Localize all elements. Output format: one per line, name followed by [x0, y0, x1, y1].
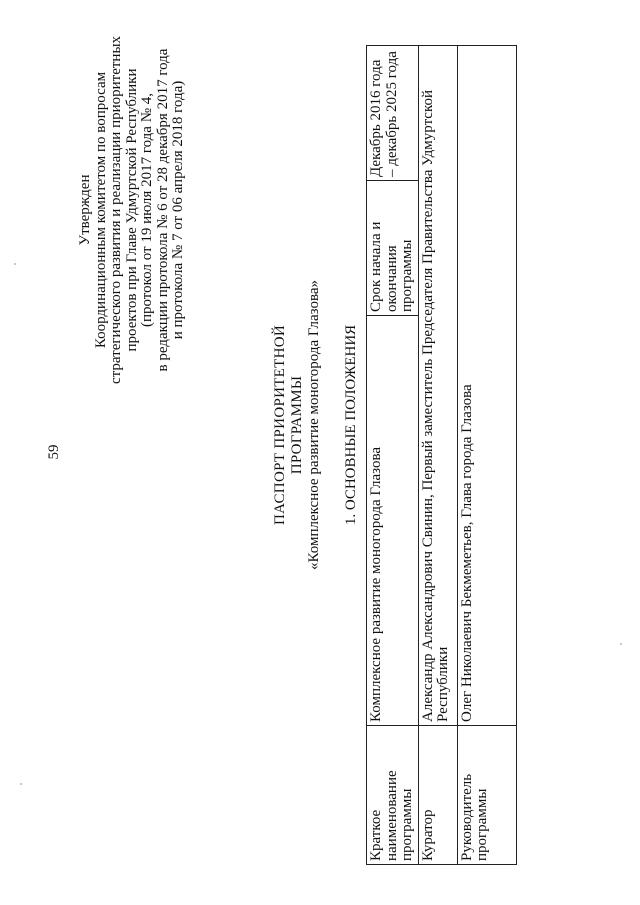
row-value-term: Декабрь 2016 года – декабрь 2025 года — [367, 46, 419, 181]
section-title: 1. ОСНОВНЫЕ ПОЛОЖЕНИЯ — [343, 324, 359, 526]
page-number: 59 — [46, 444, 62, 460]
passport-subtitle: «Комплексное развитие моногорода Глазова» — [306, 280, 322, 570]
row-label-term: Срок начала и окончания программы — [367, 181, 419, 316]
row-label-curator: Куратор — [418, 726, 457, 865]
scan-speck — [14, 263, 16, 265]
approval-line: стратегического развития и реализации приоритетных — [108, 35, 124, 385]
row-value-head: Олег Николаевич Бекмеметьев, Глава города Глазова — [457, 46, 516, 726]
approval-line: и протокола № 7 от 06 апреля 2018 года) — [170, 80, 186, 340]
scan-speck — [620, 643, 622, 645]
basic-provisions-table — [366, 45, 517, 865]
row-value-curator: Александр Александрович Свинин, Первый заместитель Председателя Правительства Удмуртской Республики — [418, 46, 457, 726]
row-label-head: Руководитель программы — [457, 726, 516, 865]
row-value-short-name: Комплексное развитие моногорода Глазова — [367, 316, 419, 726]
approval-line: Координационным комитетом по вопросам — [92, 71, 109, 349]
approval-stamp — [78, 15, 187, 405]
table-row — [457, 46, 516, 865]
approval-line: проектов при Главе Удмуртской Республики — [123, 68, 140, 352]
passport-title: ПАСПОРТ ПРИОРИТЕТНОЙ ПРОГРАММЫ — [272, 324, 305, 526]
table-row — [418, 46, 457, 865]
row-label-short-name: Краткое наименование программы — [367, 726, 419, 865]
scan-speck — [20, 783, 22, 785]
passport-heading — [272, 275, 323, 575]
approval-line: в редакции протокола № 6 от 28 декабря 2017 года — [154, 48, 171, 372]
approval-line: Утвержден — [77, 174, 93, 246]
table-row — [367, 46, 419, 865]
approval-line: (протокол от 19 июля 2017 года № 4, — [139, 92, 155, 328]
